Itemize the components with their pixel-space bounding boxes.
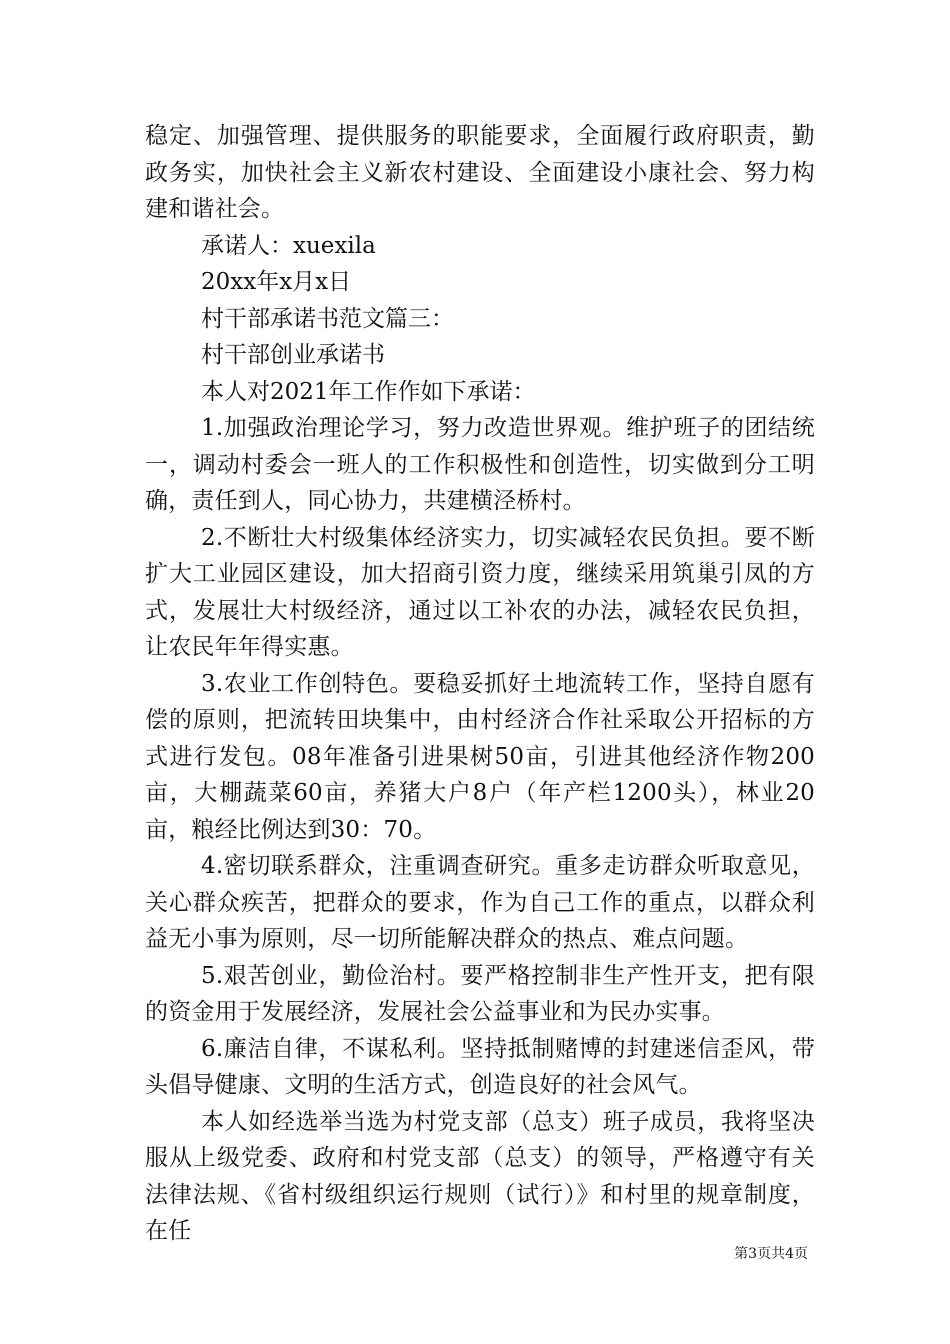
commitment-item-5: 5.艰苦创业，勤俭治村。要严格控制非生产性开支，把有限的资金用于发展经济，发展社会公益事业和为民办实事。 <box>145 962 815 1025</box>
document-title: 村干部创业承诺书 <box>201 342 385 368</box>
intro-line: 本人对2021年工作作如下承诺： <box>201 378 536 405</box>
commitment-item-1: 1.加强政治理论学习，努力改造世界观。维护班子的团结统一，调动村委会一班人的工作积极性和创造性，切实做到分工明确，责任到人，同心协力，共建横泾桥村。 <box>145 415 815 514</box>
paragraph-continued: 稳定、加强管理、提供服务的职能要求，全面履行政府职责，勤政务实，加快社会主义新农村建设、全面建设小康社会、努力构建和谐社会。 <box>145 123 815 222</box>
commitment-item-2: 2.不断壮大村级集体经济实力，切实减轻农民负担。要不断扩大工业园区建设，加大招商引资力度，继续采用筑巢引凤的方式，发展壮大村级经济，通过以工补农的办法，减轻农民负担，让农民年年得实惠。 <box>145 524 815 660</box>
commitment-item-3: 3.农业工作创特色。要稳妥抓好土地流转工作，坚持自愿有偿的原则，把流转田块集中，由村经济合作社采取公开招标的方式进行发包。08年准备引进果树50亩，引进其他经济作物200亩，大棚蔬菜60亩，养猪大户8户（年产栏1200头），林业20亩，粮经比例达到30：70。 <box>145 670 815 843</box>
commitment-item-4: 4.密切联系群众，注重调查研究。重多走访群众听取意见，关心群众疾苦，把群众的要求，作为自己工作的重点，以群众利益无小事为原则，尽一切所能解决群众的热点、难点问题。 <box>145 853 815 952</box>
date-line: 20xx年x月x日 <box>201 269 352 295</box>
signatory-line: 承诺人：xuexila <box>201 232 376 259</box>
page-number-footer: 第3页共4页 <box>734 1246 808 1262</box>
closing-paragraph: 本人如经选举当选为村党支部（总支）班子成员，我将坚决服从上级党委、政府和村党支部（总支）的领导，严格遵守有关法律法规、《省村级组织运行规则（试行）》和村里的规章制度，在任 <box>145 1108 815 1244</box>
commitment-item-6: 6.廉洁自律，不谋私利。坚持抵制赌博的封建迷信歪风，带头倡导健康、文明的生活方式，创造良好的社会风气。 <box>145 1035 815 1098</box>
section-heading: 村干部承诺书范文篇三： <box>201 305 454 332</box>
document-body <box>145 118 815 1250</box>
